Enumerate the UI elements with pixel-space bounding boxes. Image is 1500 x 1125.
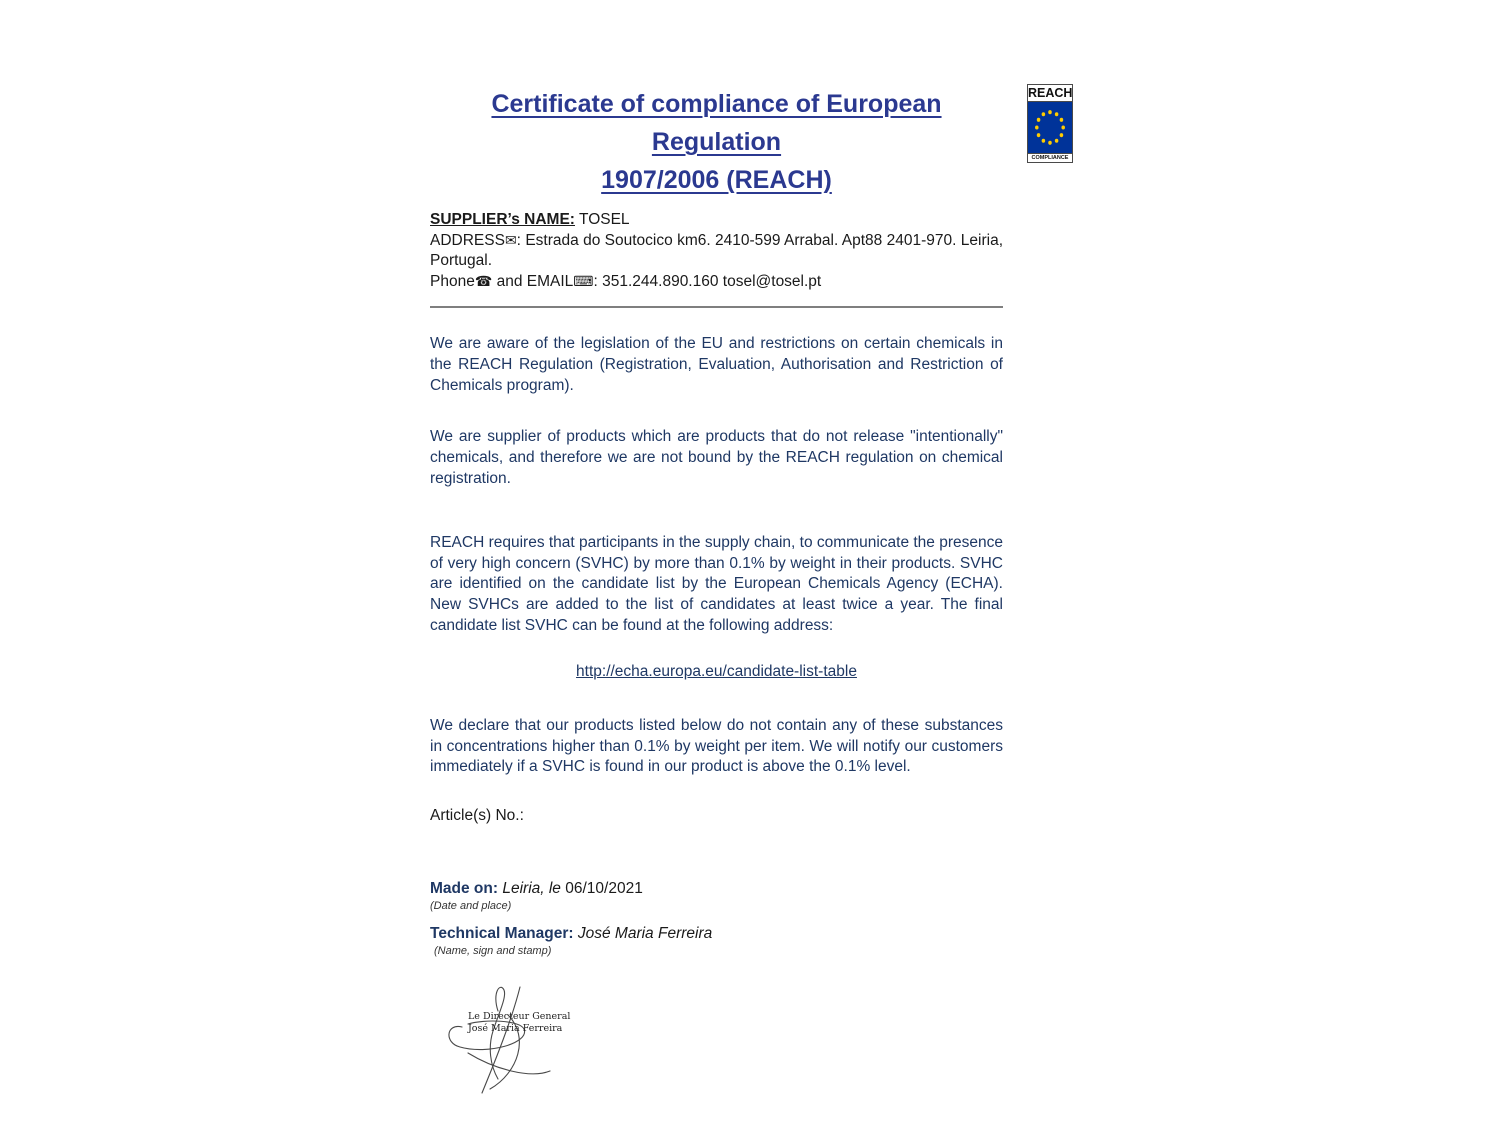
contact-value: : 351.244.890.160 tosel@tosel.pt	[593, 273, 822, 290]
phone-label: Phone	[430, 273, 475, 290]
envelope-icon: ✉	[504, 232, 517, 248]
made-on-date: 06/10/2021	[565, 880, 643, 898]
paragraph-reach-awareness: We are aware of the legislation of the EU and restrictions on certain chemicals in the REACH Regulation (Registration, Evaluation, Authorisation and Restriction of Chemicals program).	[430, 335, 1003, 394]
supplier-contact-line	[430, 271, 1003, 292]
address-label: ADDRESS	[430, 232, 505, 249]
candidate-list-link-line	[430, 663, 1003, 681]
eu-flag-icon	[1028, 102, 1072, 153]
paragraph-svhc-requirements: REACH requires that participants in the supply chain, to communicate the presence of very high concern (SVHC) by more than 0.1% by weight in their products. SVHC are identified on the candidate list by the European Chemicals Agency (ECHA). New SVHCs are added to the list of candidates at least twice a year. The final candidate list SVHC can be found at the following address:	[430, 533, 1003, 634]
stamp-line-1: Le Directeur General	[468, 1011, 571, 1023]
technical-manager-line	[430, 925, 1003, 943]
supplier-block	[430, 210, 1003, 292]
made-on-place: Leiria, le	[502, 880, 561, 898]
signature-scribble-icon	[438, 981, 588, 1099]
technical-manager-label: Technical Manager:	[430, 925, 574, 943]
document-title	[430, 85, 1003, 199]
reach-logo-compliance-label: COMPLIANCE	[1028, 153, 1072, 162]
title-line-2: 1907/2006 (REACH)	[601, 166, 832, 194]
paragraph-declaration: We declare that our products listed below do not contain any of these substances in concentrations higher than 0.1% by weight per item. We will notify our customers immediately if a SVHC is found in our product is above the 0.1% level.	[430, 716, 1003, 776]
supplier-address-line	[430, 230, 1003, 271]
reach-logo-title: REACH	[1028, 86, 1073, 100]
paragraph-supplier-statement: We are supplier of products which are products that do not release "intentionally" chemicals, and therefore we are not bound by the REACH regulation on chemical registration.	[430, 428, 1003, 487]
document-body	[430, 85, 1003, 1099]
computer-icon: ⌨	[573, 273, 594, 289]
name-sign-stamp-note: (Name, sign and stamp)	[434, 945, 552, 958]
signature-stamp	[438, 981, 588, 1099]
date-place-note: (Date and place)	[430, 900, 512, 913]
technical-manager-name: José Maria Ferreira	[577, 925, 713, 943]
phone-icon: ☎	[474, 273, 493, 289]
articles-label: Article(s) No.:	[430, 807, 524, 825]
supplier-name-value: TOSEL	[579, 211, 630, 228]
title-line-1: Certificate of compliance of European Regulation	[491, 90, 942, 156]
reach-compliance-logo	[1027, 84, 1073, 163]
made-on-line	[430, 880, 1003, 898]
horizontal-divider	[430, 306, 1003, 308]
stamp-line-2: José Maria Ferreira	[468, 1023, 563, 1035]
stamp-text	[468, 1011, 570, 1035]
candidate-list-link[interactable]: http://echa.europa.eu/candidate-list-table	[576, 662, 857, 680]
made-on-label: Made on:	[430, 880, 499, 898]
supplier-name-label: SUPPLIER’s NAME:	[430, 211, 575, 228]
supplier-name-line	[430, 210, 1003, 230]
address-value: : Estrada do Soutocico km6. 2410-599 Arrabal. Apt88 2401-970. Leiria, Portugal.	[430, 232, 1003, 269]
email-label: and EMAIL	[492, 273, 574, 290]
